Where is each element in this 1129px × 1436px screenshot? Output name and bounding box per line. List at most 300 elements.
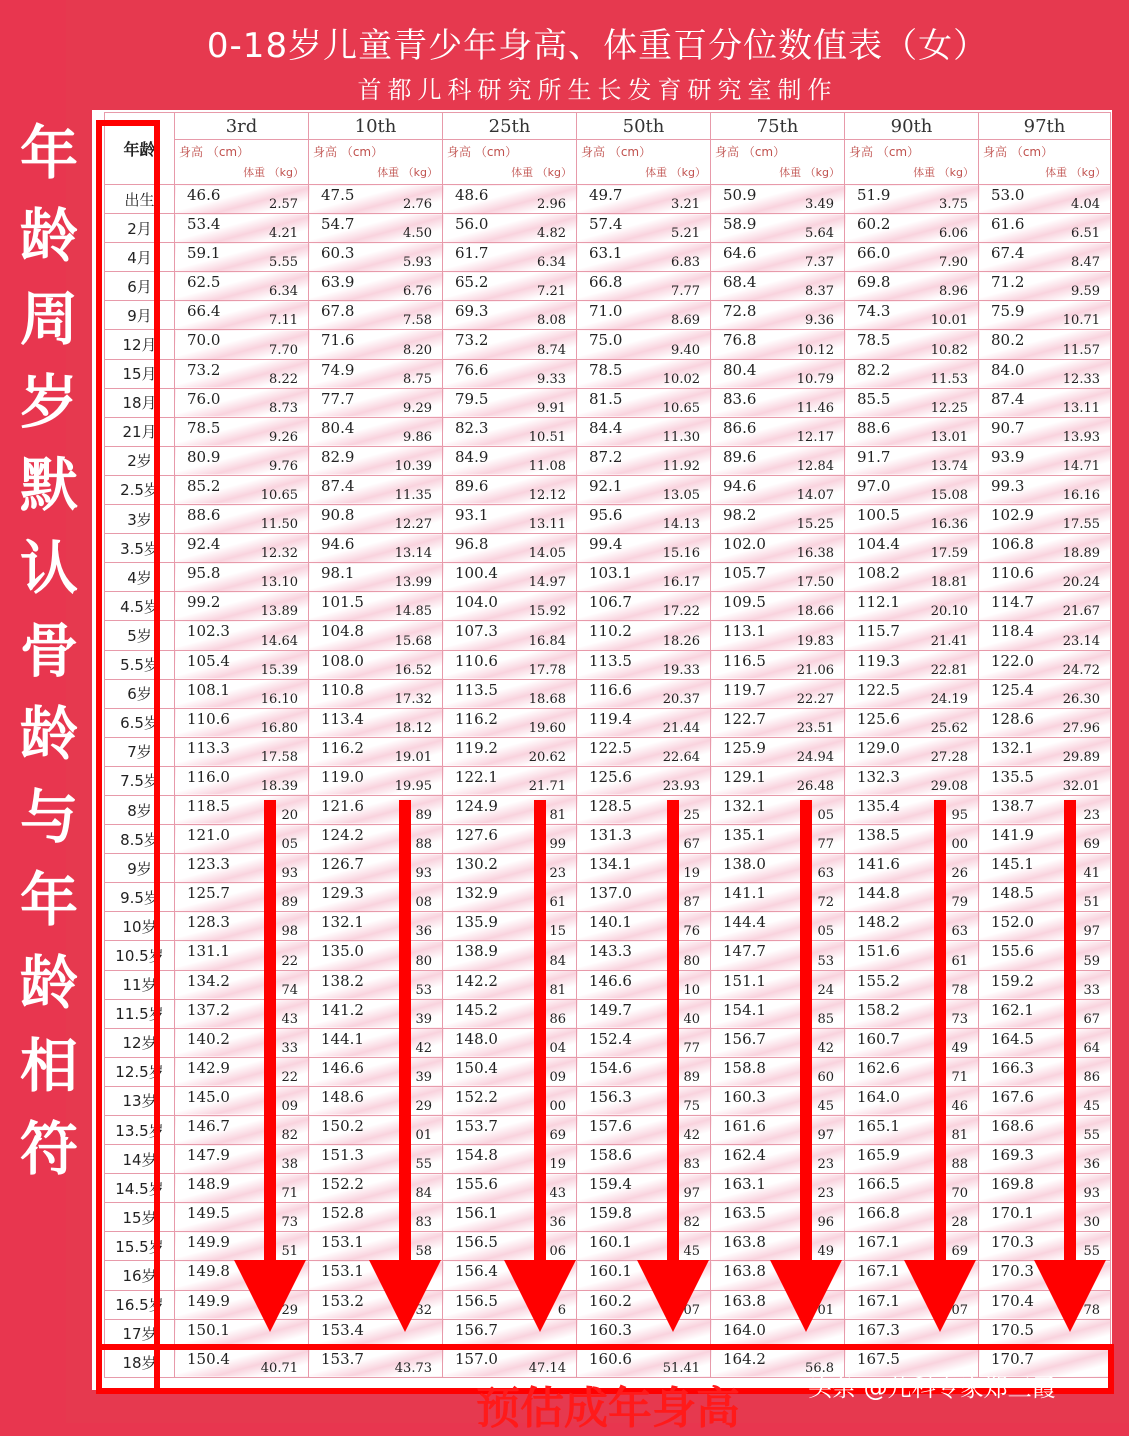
unit-header-cell [175, 140, 309, 185]
value-cell [711, 825, 845, 854]
height-value: 141.9 [991, 826, 1034, 845]
weight-value: 4.50 [403, 226, 432, 242]
value-cell [577, 941, 711, 970]
height-value: 47.5 [321, 186, 355, 204]
weight-value: 40 [683, 1011, 700, 1027]
weight-value: 25.62 [930, 720, 968, 736]
height-value: 128.6 [991, 709, 1034, 728]
height-value: 153.7 [455, 1117, 498, 1135]
weight-value: 10.02 [662, 371, 700, 387]
table-row [105, 912, 1111, 941]
weight-value: 99 [549, 837, 566, 853]
value-cell [443, 243, 577, 272]
height-value: 154.8 [455, 1146, 498, 1165]
height-value: 149.7 [589, 1000, 632, 1019]
table-row [105, 708, 1111, 737]
height-value: 156.5 [455, 1291, 498, 1310]
height-value: 131.1 [187, 942, 230, 961]
value-cell [577, 1028, 711, 1057]
weight-value: 22 [281, 953, 298, 969]
weight-value: 07 [951, 1302, 968, 1318]
age-cell: 9岁 [105, 854, 175, 883]
height-value: 108.2 [857, 564, 900, 583]
height-value: 59.1 [187, 244, 221, 263]
height-value: 156.1 [455, 1204, 498, 1223]
value-cell [175, 563, 309, 592]
weight-value: 22 [281, 1069, 298, 1085]
height-value: 72.8 [723, 302, 757, 321]
value-cell [443, 330, 577, 359]
height-value: 94.6 [321, 535, 355, 554]
height-value: 159.8 [589, 1204, 632, 1223]
value-cell [979, 1232, 1111, 1261]
weight-value: 83 [415, 1215, 432, 1231]
weight-value: 24.19 [930, 691, 968, 707]
weight-value: 10.12 [796, 342, 834, 358]
value-cell [711, 592, 845, 621]
height-value: 54.7 [321, 215, 355, 234]
table-row [105, 505, 1111, 534]
height-value: 167.1 [857, 1262, 900, 1281]
value-cell [979, 679, 1111, 708]
weight-value: 74 [281, 982, 298, 998]
value-cell [443, 1232, 577, 1261]
height-value: 90.7 [991, 418, 1025, 437]
height-value: 57.4 [589, 215, 623, 234]
height-value: 148.9 [187, 1175, 230, 1194]
weight-value: 9.33 [537, 371, 566, 387]
height-value: 169.3 [991, 1146, 1034, 1165]
weight-value: 08 [415, 895, 432, 911]
unit-header-cell [309, 140, 443, 185]
weight-value: 19.01 [394, 749, 432, 765]
height-value: 124.9 [455, 796, 498, 815]
height-unit-label: 身高 （cm） [313, 145, 384, 159]
value-cell [175, 475, 309, 504]
height-value: 119.7 [723, 680, 766, 699]
height-value: 140.1 [589, 913, 632, 932]
weight-value: 26 [951, 866, 968, 882]
weight-value: 6.06 [939, 226, 968, 242]
table-row [105, 1174, 1111, 1203]
value-cell [175, 592, 309, 621]
weight-value: 42 [415, 1040, 432, 1056]
weight-value: 10.71 [1062, 313, 1100, 329]
percentile-header: 10th [309, 113, 443, 140]
weight-unit-label: 体重 （kg） [913, 166, 974, 179]
height-value: 125.9 [723, 738, 766, 757]
height-value: 92.1 [589, 476, 623, 495]
percentile-header: 75th [711, 113, 845, 140]
value-cell [309, 1232, 443, 1261]
height-value: 116.2 [321, 738, 364, 757]
height-value: 135.4 [857, 796, 900, 815]
height-value: 78.5 [589, 360, 623, 379]
height-value: 155.6 [455, 1175, 498, 1194]
weight-value: 43.73 [394, 1360, 432, 1376]
value-cell [443, 970, 577, 999]
value-cell [443, 737, 577, 766]
weight-value: 6.34 [537, 255, 566, 271]
value-cell [711, 446, 845, 475]
height-value: 166.3 [991, 1058, 1034, 1077]
weight-value: 20.10 [930, 604, 968, 620]
height-value: 154.1 [723, 1000, 766, 1019]
weight-value: 51 [1083, 895, 1100, 911]
value-cell [979, 737, 1111, 766]
value-cell [577, 621, 711, 650]
value-cell [577, 1057, 711, 1086]
value-cell [309, 243, 443, 272]
value-cell [309, 970, 443, 999]
age-cell: 16.5岁 [105, 1290, 175, 1319]
weight-value: 33 [1083, 982, 1100, 998]
table-row [105, 1203, 1111, 1232]
height-value: 170.3 [991, 1233, 1034, 1252]
height-value: 103.1 [589, 564, 632, 583]
value-cell [175, 883, 309, 912]
weight-value: 64 [1083, 1040, 1100, 1056]
height-value: 125.6 [857, 709, 900, 728]
height-value: 160.1 [589, 1233, 632, 1252]
weight-value: 9.40 [671, 342, 700, 358]
height-value: 159.2 [991, 971, 1034, 990]
weight-value: 79 [951, 895, 968, 911]
value-cell [711, 883, 845, 912]
weight-value: 19.83 [796, 633, 834, 649]
value-cell [979, 185, 1111, 214]
value-cell [175, 766, 309, 795]
age-cell: 13.5岁 [105, 1116, 175, 1145]
value-cell [711, 1028, 845, 1057]
weight-value: 18.26 [662, 633, 700, 649]
weight-value: 36 [1083, 1157, 1100, 1173]
percentile-header: 90th [845, 113, 979, 140]
age-cell: 21月 [105, 417, 175, 446]
age-cell: 11岁 [105, 970, 175, 999]
height-value: 153.1 [321, 1262, 364, 1281]
height-value: 121.6 [321, 796, 364, 815]
height-value: 66.4 [187, 302, 221, 321]
weight-value: 15.08 [930, 488, 968, 504]
weight-value: 3.21 [671, 197, 700, 213]
height-value: 148.2 [857, 913, 900, 932]
weight-value: 10.65 [260, 488, 298, 504]
height-value: 152.2 [455, 1087, 498, 1106]
height-value: 122.5 [589, 738, 632, 757]
weight-value: 42 [817, 1040, 834, 1056]
value-cell [175, 825, 309, 854]
weight-value: 89 [683, 1069, 700, 1085]
weight-value: 17.22 [662, 604, 700, 620]
value-cell [711, 854, 845, 883]
table-row [105, 737, 1111, 766]
height-value: 76.0 [187, 389, 221, 408]
height-value: 53.4 [187, 215, 221, 234]
weight-value: 56.8 [805, 1360, 834, 1376]
value-cell [711, 475, 845, 504]
height-value: 104.4 [857, 535, 900, 554]
weight-value: 15.92 [528, 604, 566, 620]
value-cell [175, 272, 309, 301]
value-cell [309, 359, 443, 388]
height-value: 167.6 [991, 1087, 1034, 1106]
age-cell: 3岁 [105, 505, 175, 534]
value-cell [577, 475, 711, 504]
height-value: 92.4 [187, 535, 221, 554]
weight-value: 5.93 [403, 255, 432, 271]
value-cell [845, 417, 979, 446]
weight-value: 72 [817, 895, 834, 911]
table-row [105, 970, 1111, 999]
weight-value: 15 [549, 924, 566, 940]
weight-value: 7.11 [269, 313, 298, 329]
height-value: 67.8 [321, 302, 355, 321]
height-value: 74.3 [857, 302, 891, 321]
weight-value: 14.05 [528, 546, 566, 562]
height-value: 51.9 [857, 186, 891, 204]
weight-value: 98 [281, 924, 298, 940]
value-cell [309, 1057, 443, 1086]
age-cell: 13岁 [105, 1086, 175, 1115]
side-char: 与 [19, 783, 78, 851]
value-cell [309, 446, 443, 475]
weight-value: 12.17 [796, 429, 834, 445]
value-cell [309, 388, 443, 417]
height-value: 123.3 [187, 855, 230, 874]
height-value: 66.8 [589, 273, 623, 292]
height-value: 87.2 [589, 447, 623, 466]
weight-value: 80 [683, 953, 700, 969]
value-cell [577, 999, 711, 1028]
weight-value: 17.50 [796, 575, 834, 591]
height-value: 122.7 [723, 709, 766, 728]
table-row [105, 621, 1111, 650]
value-cell [711, 359, 845, 388]
value-cell [711, 417, 845, 446]
value-cell [711, 388, 845, 417]
weight-value: 18.39 [260, 778, 298, 794]
weight-value: 05 [281, 837, 298, 853]
weight-value: 77 [817, 837, 834, 853]
height-value: 132.3 [857, 767, 900, 786]
table-row [105, 243, 1111, 272]
weight-value: 5.64 [805, 226, 834, 242]
height-value: 127.6 [455, 826, 498, 845]
weight-value: 67 [1083, 1011, 1100, 1027]
percentile-header: 50th [577, 113, 711, 140]
value-cell [979, 941, 1111, 970]
height-value: 108.1 [187, 680, 230, 699]
table-row [105, 1116, 1111, 1145]
age-cell: 9.5岁 [105, 883, 175, 912]
value-cell [175, 534, 309, 563]
table-row [105, 1086, 1111, 1115]
value-cell [979, 912, 1111, 941]
height-value: 106.7 [589, 593, 632, 612]
height-value: 93.1 [455, 506, 489, 525]
table-row [105, 563, 1111, 592]
weight-value: 32 [415, 1302, 432, 1318]
value-cell [845, 1116, 979, 1145]
table-row [105, 1232, 1111, 1261]
height-value: 167.5 [857, 1349, 900, 1368]
height-value: 164.2 [723, 1349, 766, 1368]
height-value: 150.2 [321, 1117, 364, 1135]
weight-value: 29.89 [1062, 749, 1100, 765]
value-cell [845, 679, 979, 708]
height-value: 49.7 [589, 186, 623, 204]
height-value: 128.3 [187, 913, 230, 932]
age-cell: 4月 [105, 243, 175, 272]
table-row [105, 854, 1111, 883]
height-value: 113.1 [723, 622, 766, 641]
height-value: 76.8 [723, 331, 757, 350]
weight-value: 43 [549, 1186, 566, 1202]
height-value: 148.0 [455, 1029, 498, 1048]
height-value: 164.0 [857, 1087, 900, 1106]
value-cell [711, 650, 845, 679]
value-cell [845, 999, 979, 1028]
age-header: 年龄 [105, 113, 175, 185]
weight-value: 7.21 [537, 284, 566, 300]
value-cell [711, 1203, 845, 1232]
weight-value: 9.26 [269, 429, 298, 445]
height-value: 138.7 [991, 796, 1034, 815]
height-value: 169.8 [991, 1175, 1034, 1194]
value-cell [443, 1145, 577, 1174]
weight-value: 97 [817, 1128, 834, 1144]
height-value: 85.2 [187, 476, 221, 495]
weight-value: 63 [951, 924, 968, 940]
height-value: 74.9 [321, 360, 355, 379]
height-value: 102.9 [991, 506, 1034, 525]
value-cell [979, 970, 1111, 999]
value-cell [309, 883, 443, 912]
height-value: 149.8 [187, 1262, 230, 1281]
age-cell: 4岁 [105, 563, 175, 592]
height-value: 129.0 [857, 738, 900, 757]
age-cell: 9月 [105, 301, 175, 330]
weight-value: 20.24 [1062, 575, 1100, 591]
table-body [105, 185, 1111, 1378]
height-value: 159.4 [589, 1175, 632, 1194]
height-value: 91.7 [857, 447, 891, 466]
height-value: 166.5 [857, 1175, 900, 1194]
value-cell [845, 854, 979, 883]
percentile-header: 25th [443, 113, 577, 140]
height-value: 149.5 [187, 1204, 230, 1223]
weight-value: 23 [817, 1186, 834, 1202]
value-cell [577, 1086, 711, 1115]
height-value: 71.2 [991, 273, 1025, 292]
height-value: 153.7 [321, 1349, 364, 1368]
weight-value: 00 [549, 1099, 566, 1114]
height-value: 104.8 [321, 622, 364, 641]
unit-header-cell [845, 140, 979, 185]
height-unit-label: 身高 （cm） [179, 145, 250, 159]
height-value: 112.1 [857, 593, 900, 612]
weight-value: 17.58 [260, 749, 298, 765]
weight-value: 15.25 [796, 517, 834, 533]
height-value: 130.2 [455, 855, 498, 874]
weight-value: 07 [683, 1302, 700, 1318]
height-value: 107.3 [455, 622, 498, 641]
height-value: 66.0 [857, 244, 891, 263]
height-value: 165.1 [857, 1117, 900, 1135]
height-value: 129.3 [321, 884, 364, 903]
height-value: 138.2 [321, 971, 364, 990]
height-value: 113.3 [187, 738, 230, 757]
value-cell [443, 185, 577, 214]
weight-value: 55 [415, 1157, 432, 1173]
age-cell: 4.5岁 [105, 592, 175, 621]
weight-value: 8.47 [1071, 255, 1100, 271]
height-value: 80.4 [723, 360, 757, 379]
value-cell [711, 272, 845, 301]
value-cell [175, 795, 309, 824]
weight-value: 10.01 [930, 313, 968, 329]
weight-value: 49 [817, 1244, 834, 1260]
value-cell [577, 970, 711, 999]
age-column-highlight [96, 120, 160, 1394]
height-value: 144.4 [723, 913, 766, 932]
weight-value: 8.20 [403, 342, 432, 358]
height-value: 128.5 [589, 796, 632, 815]
value-cell [577, 854, 711, 883]
value-cell [845, 1174, 979, 1203]
weight-value: 13.89 [260, 604, 298, 620]
value-cell [577, 330, 711, 359]
value-cell [577, 592, 711, 621]
value-cell [845, 1232, 979, 1261]
weight-value: 45 [817, 1099, 834, 1114]
side-char: 符 [19, 1115, 78, 1183]
height-value: 82.2 [857, 360, 891, 379]
height-value: 170.3 [991, 1262, 1034, 1281]
weight-value: 13.11 [528, 517, 566, 533]
height-value: 105.4 [187, 651, 230, 670]
value-cell [309, 417, 443, 446]
weight-value: 11.46 [796, 400, 834, 416]
height-value: 108.0 [321, 651, 364, 670]
height-value: 147.9 [187, 1146, 230, 1165]
unit-header-cell [979, 140, 1111, 185]
value-cell [845, 475, 979, 504]
value-cell [845, 912, 979, 941]
weight-value: 2.96 [537, 197, 566, 213]
value-cell [711, 185, 845, 214]
weight-value: 11.53 [930, 371, 968, 387]
height-value: 163.8 [723, 1233, 766, 1252]
weight-value: 19.95 [394, 778, 432, 794]
value-cell [175, 999, 309, 1028]
weight-value: 13.93 [1062, 429, 1100, 445]
value-cell [443, 854, 577, 883]
weight-value: 13.99 [394, 575, 432, 591]
value-cell [979, 708, 1111, 737]
weight-value: 45 [1083, 1099, 1100, 1114]
height-value: 163.1 [723, 1175, 766, 1194]
value-cell [443, 1203, 577, 1232]
weight-value: 3.75 [939, 197, 968, 213]
age-cell: 15月 [105, 359, 175, 388]
height-value: 155.2 [857, 971, 900, 990]
value-cell [309, 330, 443, 359]
table-row [105, 592, 1111, 621]
weight-value: 16.52 [394, 662, 432, 678]
table-row [105, 417, 1111, 446]
